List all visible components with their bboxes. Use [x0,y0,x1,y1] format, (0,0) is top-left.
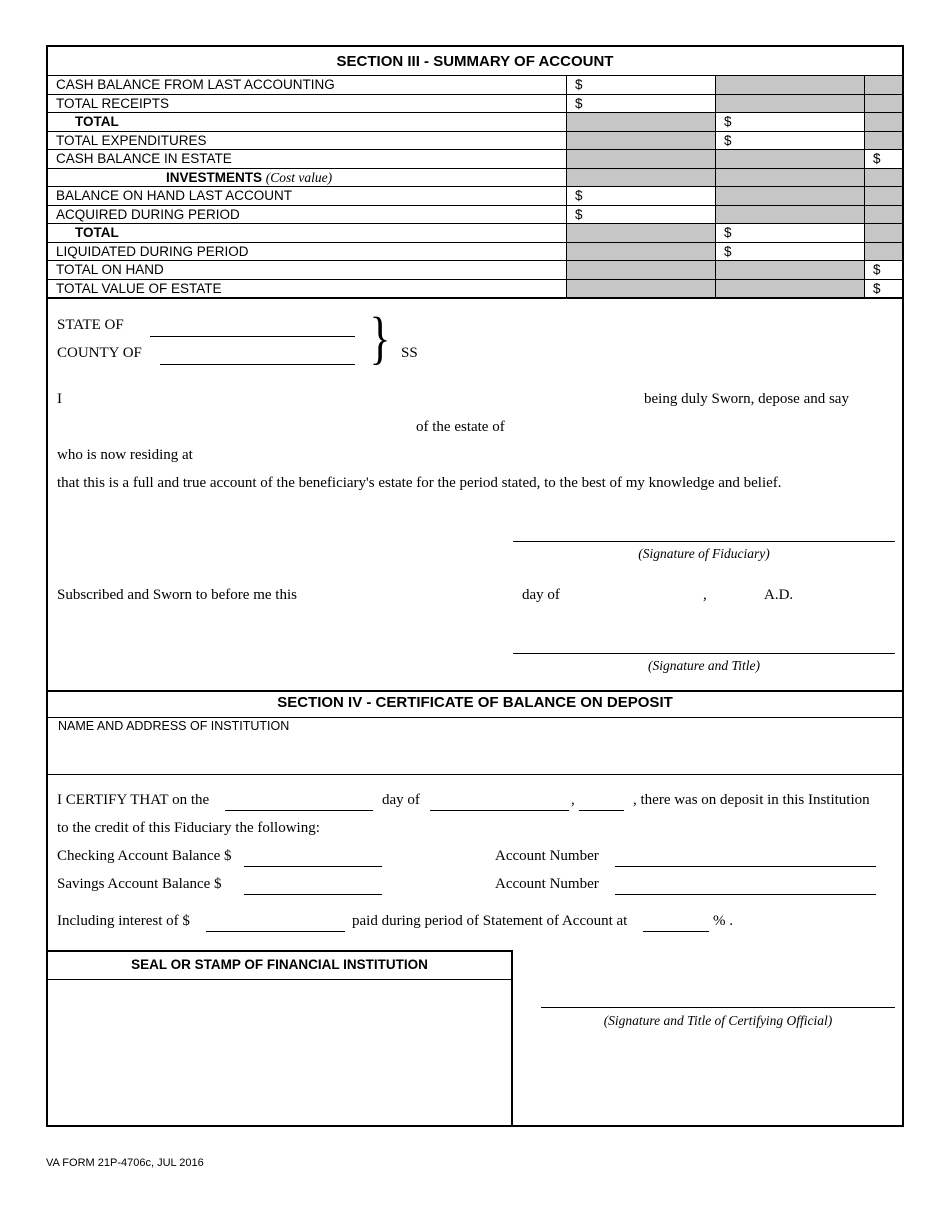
checking-account-number-field[interactable] [615,866,876,867]
interest-field[interactable] [206,931,345,932]
county-field[interactable] [160,364,355,365]
credit-text: to the credit of this Fiduciary the following: [57,820,320,836]
amount-field[interactable]: $ [567,94,716,113]
divider [48,690,902,692]
comma-text: , [703,587,707,603]
table-row: TOTAL VALUE OF ESTATE $ [48,279,902,298]
seal-title: SEAL OR STAMP OF FINANCIAL INSTITUTION [131,957,428,972]
signature-of-fiduciary-label: (Signature of Fiduciary) [638,546,770,561]
paid-text: paid during period of Statement of Account at [352,913,628,929]
amount-field[interactable]: $ [716,242,865,261]
deposit-text: , there was on deposit in this Institution [633,792,870,808]
form-page [46,45,904,1127]
table-row: TOTAL RECEIPTS $ [48,94,902,113]
state-of-label: STATE OF [57,317,124,333]
divider [48,774,902,775]
checking-balance-field[interactable] [244,866,382,867]
percent-text: % . [713,913,733,929]
signature-certifying-official-label: (Signature and Title of Certifying Official) [603,1013,833,1028]
amount-field[interactable]: $ [567,76,716,95]
amount-field[interactable]: $ [865,150,903,169]
brace: } [369,305,391,370]
seal-box [48,950,513,1127]
amount-field[interactable]: $ [567,187,716,206]
amount-field[interactable]: $ [716,131,865,150]
savings-account-number-label: Account Number [495,876,599,892]
table-row: INVESTMENTS (Cost value) [48,168,902,187]
estate-of-text: of the estate of [416,419,505,435]
table-row: TOTAL $ [48,224,902,243]
certify-text: I CERTIFY THAT on the [57,792,210,808]
summary-of-account-table [48,47,902,299]
signature-and-title-label: (Signature and Title) [648,658,760,673]
savings-account-number-field[interactable] [615,894,876,895]
seal-area[interactable] [48,980,511,1126]
rate-field[interactable] [643,931,709,932]
state-field[interactable] [150,336,355,337]
table-row: LIQUIDATED DURING PERIOD $ [48,242,902,261]
table-row: TOTAL EXPENDITURES $ [48,131,902,150]
certify-day-field[interactable] [225,810,373,811]
ad-text: A.D. [764,587,794,603]
certify-day-of-text: day of [382,792,420,808]
fiduciary-signature-line[interactable] [513,541,895,542]
checking-label: Checking Account Balance $ [57,848,232,864]
table-row: TOTAL $ [48,113,902,132]
divider [48,717,902,718]
amount-field[interactable]: $ [716,113,865,132]
certifying-official-signature-line[interactable] [541,1007,895,1008]
certify-month-field[interactable] [430,810,569,811]
sworn-text: being duly Sworn, depose and say [644,391,849,407]
residing-text: who is now residing at [57,447,193,463]
day-of-text: day of [522,587,560,603]
table-row: TOTAL ON HAND $ [48,261,902,280]
certify-comma-text: , [571,792,575,808]
county-of-label: COUNTY OF [57,345,142,361]
table-row: CASH BALANCE FROM LAST ACCOUNTING $ [48,76,902,95]
signature-title-line[interactable] [513,653,895,654]
savings-label: Savings Account Balance $ [57,876,222,892]
form-footer: VA FORM 21P-4706c, JUL 2016 [46,1157,204,1169]
amount-field[interactable]: $ [716,224,865,243]
statement-text: that this is a full and true account of the beneficiary's estate for the period stated, to the best of my knowledge and belief. [57,475,782,491]
amount-field[interactable]: $ [567,205,716,224]
interest-label: Including interest of $ [57,913,190,929]
amount-field[interactable]: $ [865,279,903,298]
ss-label: SS [401,345,418,361]
amount-field[interactable]: $ [865,261,903,280]
table-row: CASH BALANCE IN ESTATE $ [48,150,902,169]
subscribed-text: Subscribed and Sworn to before me this [57,587,297,603]
section-iv-title: SECTION IV - CERTIFICATE OF BALANCE ON DEPOSIT [277,694,673,711]
institution-label: NAME AND ADDRESS OF INSTITUTION [58,719,290,733]
section-iii-title: SECTION III - SUMMARY OF ACCOUNT [48,47,902,76]
table-row: ACQUIRED DURING PERIOD $ [48,205,902,224]
i-label: I [57,391,62,407]
table-row: BALANCE ON HAND LAST ACCOUNT $ [48,187,902,206]
certify-year-field[interactable] [579,810,624,811]
savings-balance-field[interactable] [244,894,382,895]
checking-account-number-label: Account Number [495,848,599,864]
